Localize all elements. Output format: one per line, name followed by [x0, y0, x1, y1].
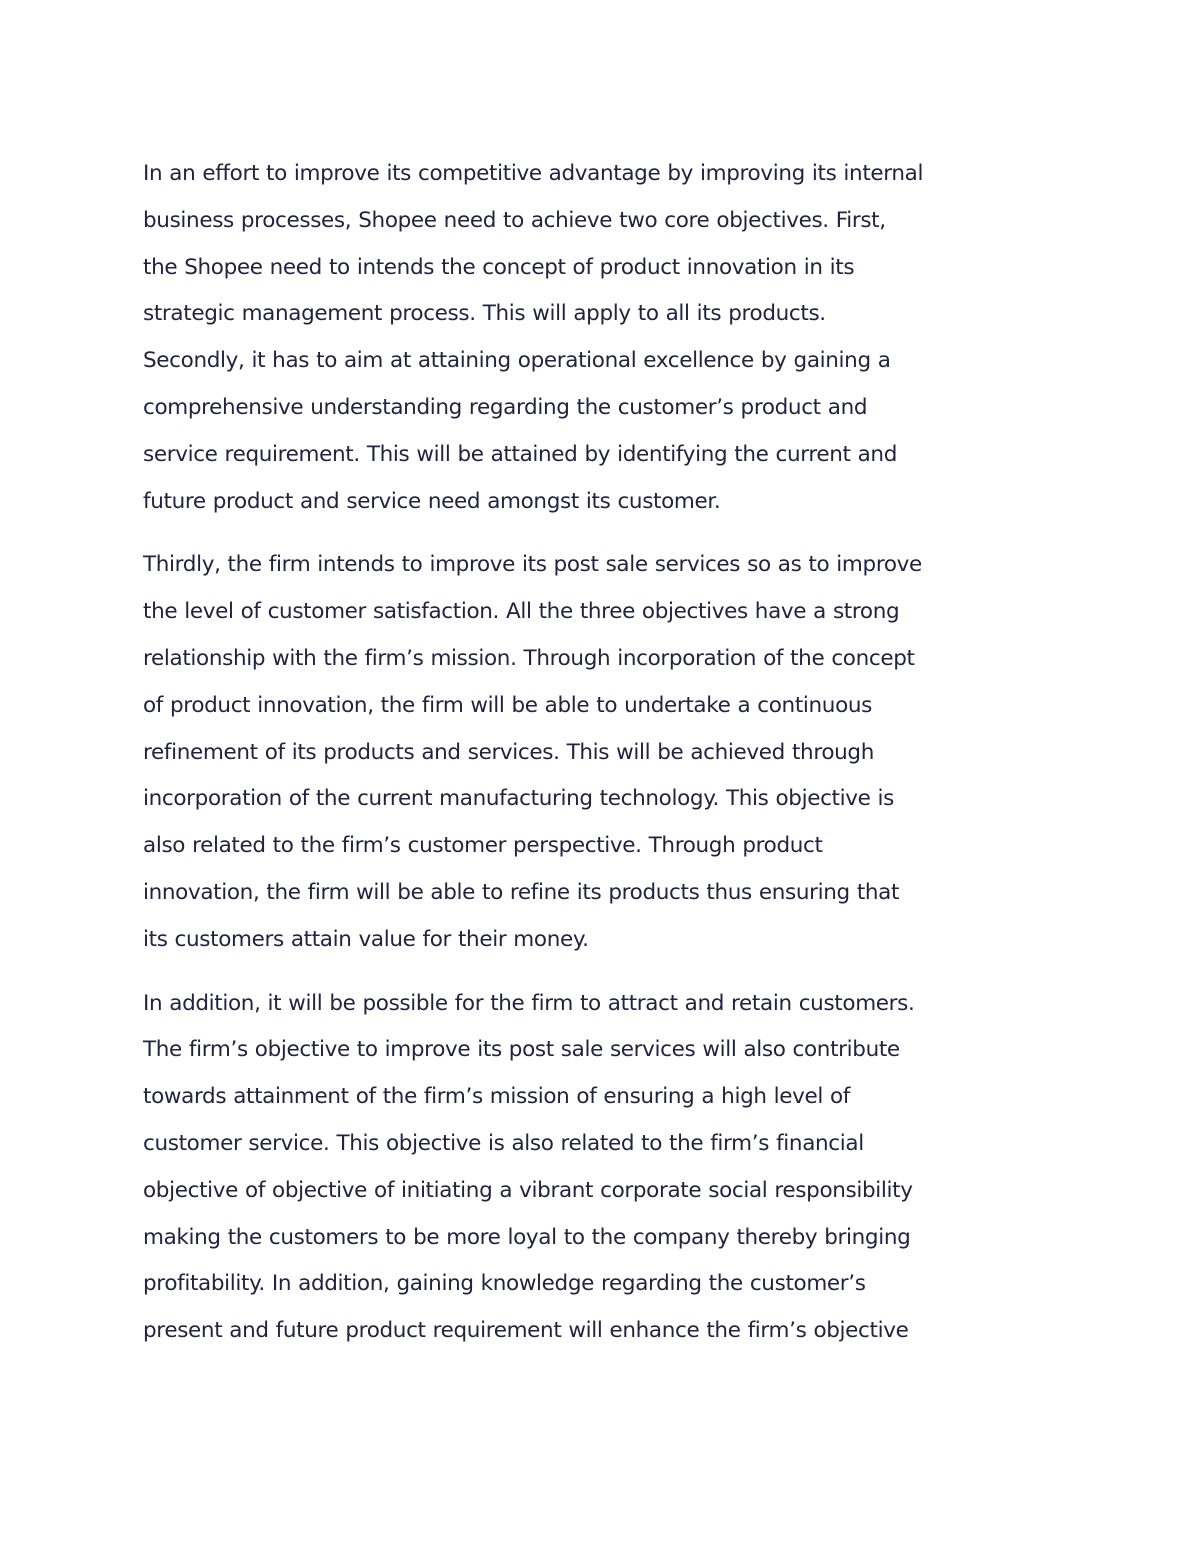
text-line: incorporation of the current manufacturing technology. This objective is — [143, 786, 894, 812]
text-line: making the customers to be more loyal to the company thereby bringing — [143, 1224, 911, 1250]
text-line: present and future product requirement will enhance the firm’s objective — [143, 1318, 909, 1344]
text-line: Thirdly, the firm intends to improve its post sale services so as to improve — [143, 552, 922, 578]
text-line: future product and service need amongst its customer. — [143, 488, 721, 514]
text-line: comprehensive understanding regarding the customer’s product and — [143, 394, 868, 420]
text-line: In an effort to improve its competitive advantage by improving its internal — [143, 161, 924, 186]
text-line: profitability. In addition, gaining knowledge regarding the customer’s — [143, 1271, 866, 1297]
text-line: objective of objective of initiating a vibrant corporate social responsibility — [143, 1177, 913, 1203]
text-line: innovation, the firm will be able to refine its products thus ensuring that — [143, 879, 900, 905]
text-line: the Shopee need to intends the concept of product innovation in its — [143, 254, 855, 280]
paragraph-3 — [143, 985, 1063, 1359]
text-line: relationship with the firm’s mission. Through incorporation of the concept — [143, 645, 915, 671]
text-line: business processes, Shopee need to achieve two core objectives. First, — [143, 207, 886, 233]
text-line: service requirement. This will be attained by identifying the current and — [143, 441, 898, 467]
text-line: In addition, it will be possible for the firm to attract and retain customers. — [143, 990, 915, 1016]
text-line: strategic management process. This will apply to all its products. — [143, 301, 826, 327]
text-line: its customers attain value for their money. — [143, 926, 589, 952]
paragraph-2 — [143, 546, 1063, 967]
paragraph-1 — [143, 155, 1063, 529]
text-line: The firm’s objective to improve its post sale services will also contribute — [143, 1037, 900, 1063]
document-body — [143, 155, 1063, 1376]
text-line: Secondly, it has to aim at attaining operational excellence by gaining a — [143, 348, 891, 374]
text-line: the level of customer satisfaction. All the three objectives have a strong — [143, 599, 900, 625]
text-line: also related to the firm’s customer perspective. Through product — [143, 833, 823, 859]
text-line: of product innovation, the firm will be able to undertake a continuous — [143, 692, 873, 718]
text-line: customer service. This objective is also related to the firm’s financial — [143, 1130, 864, 1156]
text-line: refinement of its products and services. This will be achieved through — [143, 739, 874, 765]
text-line: towards attainment of the firm’s mission of ensuring a high level of — [143, 1084, 851, 1110]
